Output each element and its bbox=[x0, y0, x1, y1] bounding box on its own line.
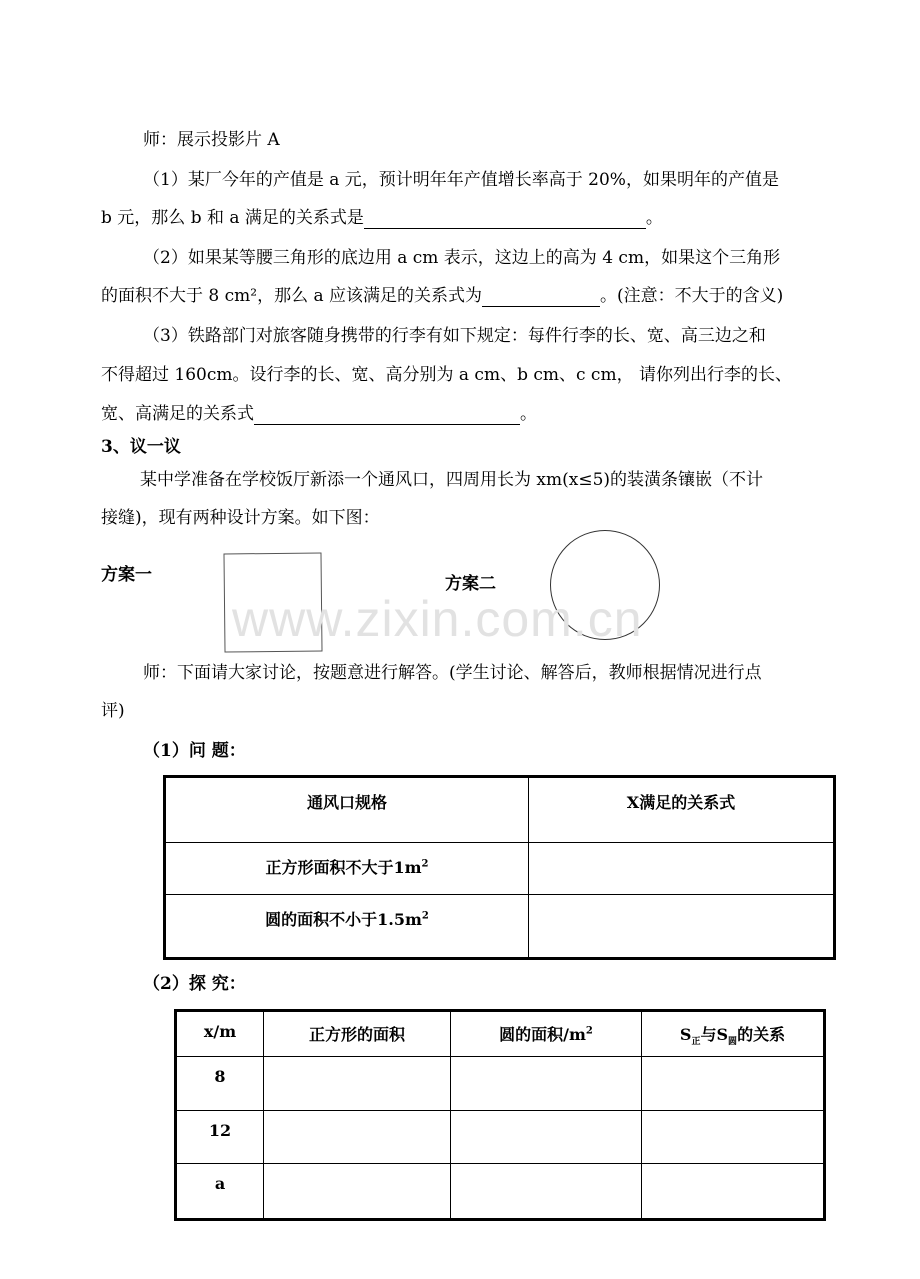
header-relation: $S_正$与$S_圆$的关系 bbox=[642, 1011, 825, 1057]
q2-line2-end: 。(注意：不大于的含义) bbox=[600, 286, 784, 306]
answer-cell[interactable] bbox=[451, 1164, 642, 1220]
answer-cell[interactable] bbox=[529, 843, 835, 895]
answer-cell[interactable] bbox=[451, 1057, 642, 1111]
q1-line2 bbox=[101, 207, 663, 229]
answer-cell[interactable] bbox=[642, 1164, 825, 1220]
q3-line2: 不得超过 160cm。设行李的长、宽、高分别为 a cm、b cm、c cm， 请你列出行李的长、 bbox=[101, 365, 792, 385]
q1-answer-blank[interactable] bbox=[364, 210, 646, 229]
answer-cell[interactable] bbox=[451, 1111, 642, 1164]
q3-line3 bbox=[101, 403, 537, 425]
table-header-row bbox=[165, 777, 835, 843]
q1-line2-text: b 元，那么 b 和 a 满足的关系式是 bbox=[101, 208, 364, 228]
plan1-label: 方案一 bbox=[101, 565, 152, 585]
row-spec-circle: 圆的面积不小于$1.5m^2$ bbox=[165, 895, 529, 959]
table-row bbox=[176, 1164, 825, 1220]
x-value: 8 bbox=[176, 1057, 264, 1111]
section3-title: 3、议一议 bbox=[101, 437, 181, 457]
answer-cell[interactable] bbox=[642, 1057, 825, 1111]
answer-cell[interactable] bbox=[642, 1111, 825, 1164]
row-spec-square: 正方形面积不大于$1m^2$ bbox=[165, 843, 529, 895]
table-row bbox=[176, 1111, 825, 1164]
header-square-area: 正方形的面积 bbox=[264, 1011, 451, 1057]
answer-cell[interactable] bbox=[264, 1057, 451, 1111]
intro-line1: 某中学准备在学校饭厅新添一个通风口，四周用长为 xm(x≤5)的装潢条镶嵌（不计 bbox=[140, 470, 764, 490]
table-row bbox=[165, 895, 835, 959]
header-circle-area: 圆的面积$/m^2$ bbox=[451, 1011, 642, 1057]
q2-answer-blank[interactable] bbox=[482, 288, 600, 307]
answer-cell[interactable] bbox=[264, 1111, 451, 1164]
table-row bbox=[165, 843, 835, 895]
answer-cell[interactable] bbox=[264, 1164, 451, 1220]
explore-table bbox=[174, 1009, 826, 1221]
q2-line1: （2）如果某等腰三角形的底边用 a cm 表示，这边上的高为 4 cm，如果这个三角形 bbox=[143, 248, 781, 268]
teacher-line: 师：展示投影片 A bbox=[143, 130, 280, 150]
q3-answer-blank[interactable] bbox=[254, 406, 520, 425]
header-spec: 通风口规格 bbox=[165, 777, 529, 843]
header-x: x/m bbox=[176, 1011, 264, 1057]
plan2-label: 方案二 bbox=[445, 574, 496, 594]
problem-heading: （1）问 题： bbox=[143, 741, 246, 761]
q3-line3-end: 。 bbox=[520, 404, 537, 424]
answer-cell[interactable] bbox=[529, 895, 835, 959]
explore-heading: （2）探 究： bbox=[143, 974, 246, 994]
vent-spec-table bbox=[163, 775, 836, 960]
watermark: www.zixin.com.cn bbox=[232, 591, 643, 647]
table-row bbox=[176, 1057, 825, 1111]
q1-line1: （1）某厂今年的产值是 a 元，预计明年年产值增长率高于 20%，如果明年的产值是 bbox=[143, 170, 779, 190]
q3-line3-text: 宽、高满足的关系式 bbox=[101, 404, 254, 424]
q2-line2 bbox=[101, 285, 783, 307]
discuss-line1: 师：下面请大家讨论，按题意进行解答。(学生讨论、解答后，教师根据情况进行点 bbox=[143, 663, 762, 683]
q3-line1: （3）铁路部门对旅客随身携带的行李有如下规定：每件行李的长、宽、高三边之和 bbox=[143, 326, 766, 346]
intro-line2: 接缝)，现有两种设计方案。如下图： bbox=[101, 508, 380, 528]
x-value: 12 bbox=[176, 1111, 264, 1164]
q2-line2-text: 的面积不大于 8 cm²，那么 a 应该满足的关系式为 bbox=[101, 286, 483, 306]
header-relation: X满足的关系式 bbox=[529, 777, 835, 843]
table-header-row bbox=[176, 1011, 825, 1057]
q1-line2-end: 。 bbox=[645, 208, 663, 228]
discuss-line2: 评) bbox=[101, 701, 125, 721]
x-value: a bbox=[176, 1164, 264, 1220]
